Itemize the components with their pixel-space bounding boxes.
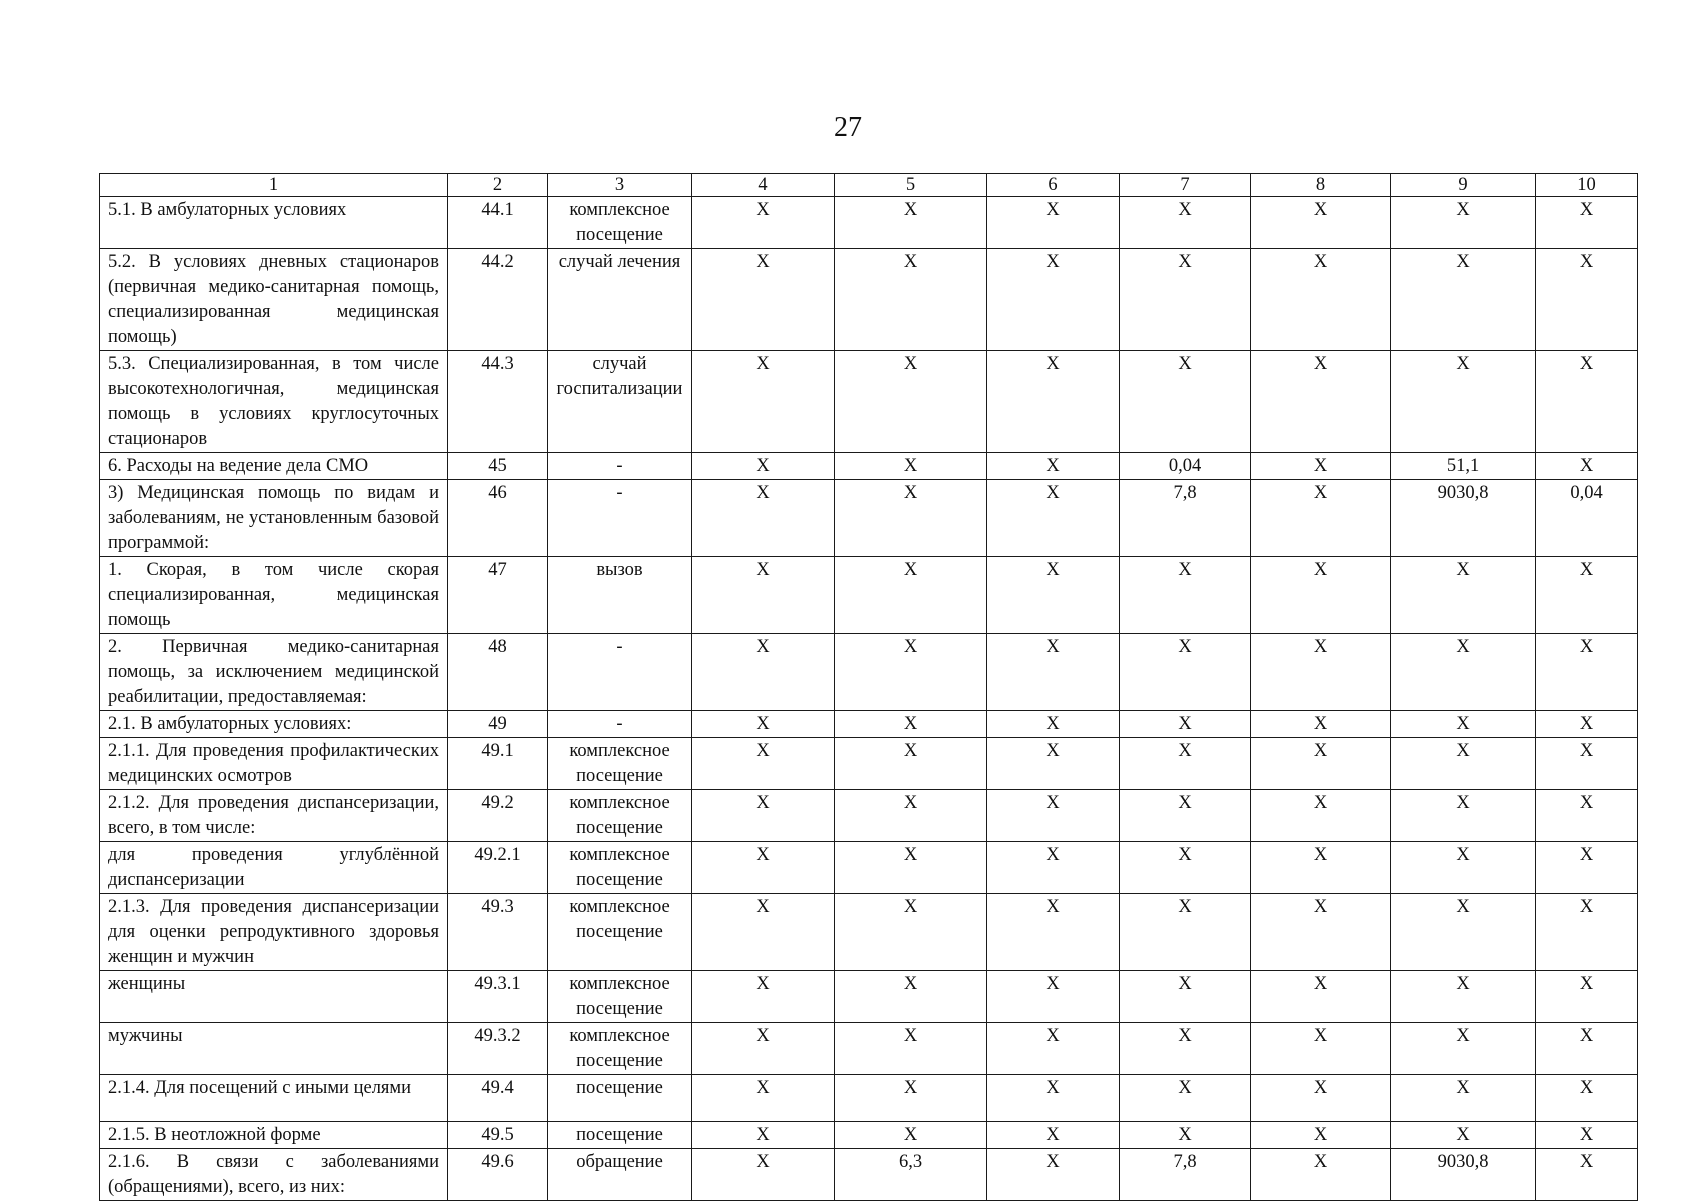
value-cell: X <box>1391 197 1536 249</box>
table-row <box>100 971 1638 1023</box>
row-label: 5.3. Специализированная, в том числе высокотехнологичная, медицинская помощь в условиях круглосуточных стационаров <box>100 351 448 453</box>
table-row <box>100 711 1638 738</box>
column-number: 10 <box>1536 174 1638 197</box>
value-cell: X <box>1391 634 1536 711</box>
column-number: 5 <box>835 174 987 197</box>
value-cell: X <box>1120 790 1251 842</box>
unit-cell: - <box>548 453 692 480</box>
value-cell: X <box>1391 790 1536 842</box>
value-cell: X <box>1251 1149 1391 1201</box>
value-cell: X <box>1391 557 1536 634</box>
value-cell: X <box>835 842 987 894</box>
value-cell: X <box>1120 894 1251 971</box>
row-code: 47 <box>448 557 548 634</box>
value-cell: X <box>1391 1122 1536 1149</box>
value-cell: X <box>835 557 987 634</box>
row-code: 49 <box>448 711 548 738</box>
row-code: 48 <box>448 634 548 711</box>
value-cell: X <box>987 634 1120 711</box>
value-cell: X <box>692 453 835 480</box>
row-code: 49.5 <box>448 1122 548 1149</box>
value-cell: X <box>1391 894 1536 971</box>
table-row <box>100 480 1638 557</box>
value-cell: X <box>835 1023 987 1075</box>
value-cell: X <box>1120 634 1251 711</box>
unit-cell: комплексное посещение <box>548 790 692 842</box>
value-cell: X <box>835 197 987 249</box>
value-cell: X <box>987 480 1120 557</box>
table-row <box>100 634 1638 711</box>
row-code: 49.2.1 <box>448 842 548 894</box>
column-number: 1 <box>100 174 448 197</box>
value-cell: X <box>1251 197 1391 249</box>
table-row <box>100 790 1638 842</box>
row-label: 2.1.5. В неотложной форме <box>100 1122 448 1149</box>
value-cell: X <box>1536 1075 1638 1122</box>
value-cell: X <box>692 738 835 790</box>
value-cell: X <box>835 711 987 738</box>
value-cell: X <box>987 351 1120 453</box>
value-cell: X <box>692 842 835 894</box>
value-cell: X <box>1120 557 1251 634</box>
unit-cell: комплексное посещение <box>548 842 692 894</box>
unit-cell: комплексное посещение <box>548 1023 692 1075</box>
value-cell: X <box>1251 894 1391 971</box>
value-cell: X <box>1251 480 1391 557</box>
table-row <box>100 557 1638 634</box>
value-cell: X <box>987 842 1120 894</box>
value-cell: X <box>1536 1149 1638 1201</box>
row-code: 49.2 <box>448 790 548 842</box>
value-cell: X <box>692 1075 835 1122</box>
table-row <box>100 894 1638 971</box>
table-row <box>100 453 1638 480</box>
row-code: 49.4 <box>448 1075 548 1122</box>
unit-cell: вызов <box>548 557 692 634</box>
value-cell: X <box>692 351 835 453</box>
value-cell: X <box>835 790 987 842</box>
row-label: 5.1. В амбулаторных условиях <box>100 197 448 249</box>
value-cell: X <box>1391 249 1536 351</box>
row-code: 44.1 <box>448 197 548 249</box>
row-label: 2. Первичная медико-санитарная помощь, за исключением медицинской реабилитации, предоставляемая: <box>100 634 448 711</box>
unit-cell: - <box>548 711 692 738</box>
value-cell: 0,04 <box>1120 453 1251 480</box>
value-cell: X <box>1120 197 1251 249</box>
unit-cell: случай лечения <box>548 249 692 351</box>
value-cell: X <box>1251 738 1391 790</box>
value-cell: X <box>1391 351 1536 453</box>
column-number: 3 <box>548 174 692 197</box>
value-cell: X <box>1536 1122 1638 1149</box>
value-cell: X <box>1251 1023 1391 1075</box>
unit-cell: комплексное посещение <box>548 197 692 249</box>
unit-cell: обращение <box>548 1149 692 1201</box>
value-cell: X <box>1536 197 1638 249</box>
value-cell: X <box>1536 842 1638 894</box>
value-cell: X <box>1251 1122 1391 1149</box>
row-label: мужчины <box>100 1023 448 1075</box>
value-cell: X <box>1536 557 1638 634</box>
value-cell: X <box>1251 711 1391 738</box>
row-label: 6. Расходы на ведение дела СМО <box>100 453 448 480</box>
value-cell: 9030,8 <box>1391 1149 1536 1201</box>
value-cell: 0,04 <box>1536 480 1638 557</box>
value-cell: 7,8 <box>1120 1149 1251 1201</box>
table-row <box>100 738 1638 790</box>
unit-cell: - <box>548 480 692 557</box>
value-cell: X <box>1120 351 1251 453</box>
value-cell: X <box>835 249 987 351</box>
value-cell: X <box>835 480 987 557</box>
row-code: 49.6 <box>448 1149 548 1201</box>
value-cell: X <box>987 1149 1120 1201</box>
value-cell: X <box>1120 1075 1251 1122</box>
column-number-row <box>100 174 1638 197</box>
value-cell: X <box>692 894 835 971</box>
value-cell: X <box>1536 634 1638 711</box>
unit-cell: - <box>548 634 692 711</box>
value-cell: X <box>987 971 1120 1023</box>
value-cell: 9030,8 <box>1391 480 1536 557</box>
value-cell: X <box>692 557 835 634</box>
value-cell: X <box>1536 249 1638 351</box>
row-label: 2.1.1. Для проведения профилактических медицинских осмотров <box>100 738 448 790</box>
row-label: 2.1.3. Для проведения диспансеризации для оценки репродуктивного здоровья женщин и мужчин <box>100 894 448 971</box>
column-number: 8 <box>1251 174 1391 197</box>
value-cell: X <box>987 1075 1120 1122</box>
table-row <box>100 351 1638 453</box>
value-cell: X <box>692 634 835 711</box>
data-table <box>99 173 1638 1201</box>
value-cell: X <box>835 971 987 1023</box>
value-cell: X <box>835 351 987 453</box>
column-number: 9 <box>1391 174 1536 197</box>
unit-cell: комплексное посещение <box>548 894 692 971</box>
row-label: 2.1. В амбулаторных условиях: <box>100 711 448 738</box>
table-row <box>100 1023 1638 1075</box>
value-cell: X <box>692 1023 835 1075</box>
value-cell: X <box>692 790 835 842</box>
row-label: 5.2. В условиях дневных стационаров (первичная медико-санитарная помощь, специализированная медицинская помощь) <box>100 249 448 351</box>
value-cell: X <box>1536 790 1638 842</box>
row-code: 45 <box>448 453 548 480</box>
value-cell: 51,1 <box>1391 453 1536 480</box>
value-cell: X <box>1391 711 1536 738</box>
value-cell: X <box>987 894 1120 971</box>
table-row <box>100 1149 1638 1201</box>
unit-cell: посещение <box>548 1075 692 1122</box>
table-row <box>100 842 1638 894</box>
value-cell: X <box>1251 842 1391 894</box>
value-cell: X <box>1120 711 1251 738</box>
value-cell: X <box>1120 842 1251 894</box>
row-code: 49.3.1 <box>448 971 548 1023</box>
value-cell: X <box>1391 971 1536 1023</box>
value-cell: X <box>692 480 835 557</box>
column-number: 2 <box>448 174 548 197</box>
page-number: 27 <box>834 112 862 143</box>
row-label: для проведения углублённой диспансеризации <box>100 842 448 894</box>
value-cell: X <box>692 711 835 738</box>
value-cell: X <box>1391 1023 1536 1075</box>
value-cell: X <box>835 634 987 711</box>
row-code: 44.2 <box>448 249 548 351</box>
value-cell: X <box>1120 1023 1251 1075</box>
value-cell: X <box>1251 1075 1391 1122</box>
value-cell: X <box>987 1122 1120 1149</box>
unit-cell: комплексное посещение <box>548 971 692 1023</box>
value-cell: 6,3 <box>835 1149 987 1201</box>
value-cell: X <box>1391 842 1536 894</box>
table-row <box>100 197 1638 249</box>
value-cell: X <box>692 1122 835 1149</box>
row-label: 1. Скорая, в том числе скорая специализированная, медицинская помощь <box>100 557 448 634</box>
value-cell: X <box>692 1149 835 1201</box>
value-cell: X <box>692 971 835 1023</box>
value-cell: X <box>1536 351 1638 453</box>
value-cell: X <box>987 249 1120 351</box>
value-cell: X <box>835 1075 987 1122</box>
row-code: 49.3 <box>448 894 548 971</box>
value-cell: X <box>987 557 1120 634</box>
table-row <box>100 1075 1638 1122</box>
value-cell: X <box>1391 1075 1536 1122</box>
value-cell: X <box>692 249 835 351</box>
row-label: женщины <box>100 971 448 1023</box>
row-label: 2.1.4. Для посещений с иными целями <box>100 1075 448 1122</box>
value-cell: X <box>835 453 987 480</box>
value-cell: X <box>1251 971 1391 1023</box>
unit-cell: посещение <box>548 1122 692 1149</box>
table-row <box>100 1122 1638 1149</box>
value-cell: X <box>987 790 1120 842</box>
value-cell: X <box>1536 1023 1638 1075</box>
column-number: 7 <box>1120 174 1251 197</box>
value-cell: X <box>692 197 835 249</box>
value-cell: X <box>987 711 1120 738</box>
value-cell: 7,8 <box>1120 480 1251 557</box>
row-code: 46 <box>448 480 548 557</box>
row-code: 49.3.2 <box>448 1023 548 1075</box>
row-label: 2.1.6. В связи с заболеваниями (обращениями), всего, из них: <box>100 1149 448 1201</box>
value-cell: X <box>1120 249 1251 351</box>
value-cell: X <box>1120 1122 1251 1149</box>
row-label: 2.1.2. Для проведения диспансеризации, всего, в том числе: <box>100 790 448 842</box>
value-cell: X <box>1251 249 1391 351</box>
value-cell: X <box>1251 790 1391 842</box>
row-label: 3) Медицинская помощь по видам и заболеваниям, не установленным базовой программой: <box>100 480 448 557</box>
value-cell: X <box>987 453 1120 480</box>
value-cell: X <box>1251 634 1391 711</box>
value-cell: X <box>835 1122 987 1149</box>
value-cell: X <box>1536 738 1638 790</box>
value-cell: X <box>835 738 987 790</box>
value-cell: X <box>1120 738 1251 790</box>
row-code: 44.3 <box>448 351 548 453</box>
row-code: 49.1 <box>448 738 548 790</box>
value-cell: X <box>987 1023 1120 1075</box>
value-cell: X <box>1536 711 1638 738</box>
table-row <box>100 249 1638 351</box>
value-cell: X <box>1120 971 1251 1023</box>
value-cell: X <box>1391 738 1536 790</box>
value-cell: X <box>1251 351 1391 453</box>
value-cell: X <box>1251 453 1391 480</box>
unit-cell: комплексное посещение <box>548 738 692 790</box>
column-number: 4 <box>692 174 835 197</box>
value-cell: X <box>987 738 1120 790</box>
value-cell: X <box>1536 971 1638 1023</box>
value-cell: X <box>1536 453 1638 480</box>
unit-cell: случай госпитализации <box>548 351 692 453</box>
column-number: 6 <box>987 174 1120 197</box>
value-cell: X <box>835 894 987 971</box>
value-cell: X <box>1536 894 1638 971</box>
value-cell: X <box>987 197 1120 249</box>
value-cell: X <box>1251 557 1391 634</box>
